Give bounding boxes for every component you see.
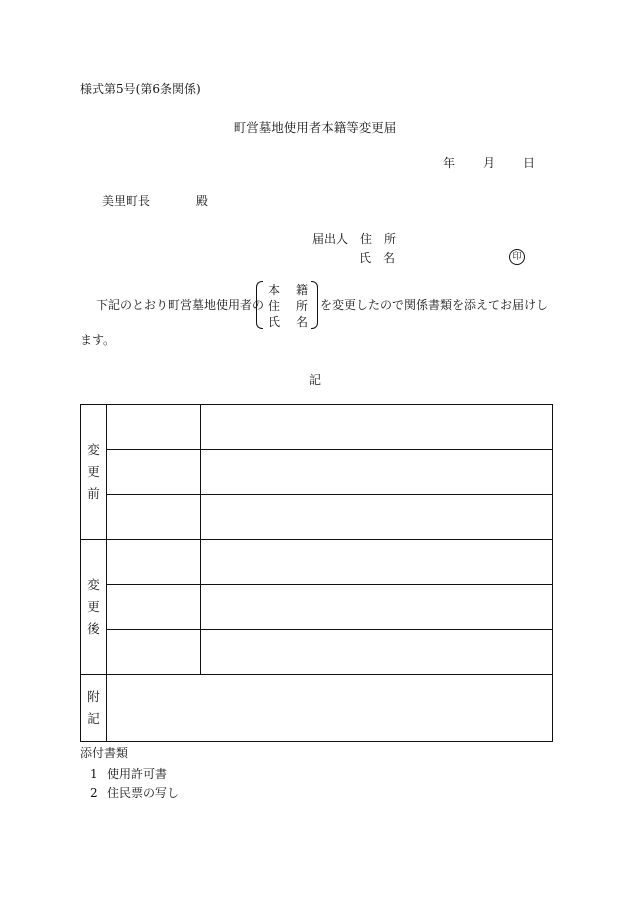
change-items-brace: [256, 281, 318, 329]
before-item-cell[interactable]: [107, 450, 201, 495]
addressee-honorific: 殿: [196, 194, 209, 208]
date-month-label: 月: [483, 156, 496, 170]
form-number: 様式第5号(第6条関係): [80, 82, 201, 96]
applicant-role-label: 届出人: [312, 232, 349, 246]
body-text-start: 下記のとおり町営墓地使用者の: [96, 298, 265, 312]
before-content-cell[interactable]: [201, 450, 553, 495]
applicant-address-label: 住 所: [360, 232, 397, 246]
note-section-label: 附 記: [81, 675, 107, 742]
body-text-end: を変更したので関係書類を添えてお届けし: [320, 298, 549, 312]
attachments-title: 添付書類: [80, 746, 129, 760]
brace-item-name: 氏 名: [268, 315, 308, 329]
left-brace: [256, 281, 263, 329]
before-item-cell[interactable]: [107, 405, 201, 450]
after-content-cell[interactable]: [201, 540, 553, 585]
applicant-name-label: 氏 名: [359, 251, 396, 265]
note-content-cell[interactable]: [107, 675, 553, 742]
date-year-label: 年: [443, 156, 456, 170]
before-item-cell[interactable]: [107, 495, 201, 540]
attachment-item: 2 住民票の写し: [90, 786, 180, 800]
ki-heading: 記: [308, 373, 321, 387]
seal-mark: 印: [509, 249, 525, 265]
addressee: [102, 192, 208, 209]
before-content-cell[interactable]: [201, 495, 553, 540]
after-section-label: 変 更 後: [81, 540, 107, 675]
after-item-cell[interactable]: [107, 585, 201, 630]
record-table: [80, 404, 553, 742]
body-text-line2: ます。: [80, 333, 116, 347]
brace-item-address: 住 所: [268, 299, 308, 313]
after-item-cell[interactable]: [107, 540, 201, 585]
after-content-cell[interactable]: [201, 585, 553, 630]
attachment-item: 1 使用許可書: [90, 767, 168, 781]
right-brace: [311, 281, 318, 329]
after-content-cell[interactable]: [201, 630, 553, 675]
before-content-cell[interactable]: [201, 405, 553, 450]
after-item-cell[interactable]: [107, 630, 201, 675]
applicant-address-row: [312, 230, 396, 247]
brace-item-honseki: 本 籍: [268, 283, 308, 297]
before-section-label: 変 更 前: [81, 405, 107, 540]
date-day-label: 日: [523, 156, 536, 170]
document-title: 町営墓地使用者本籍等変更届: [233, 120, 397, 135]
date-line: [443, 154, 535, 171]
addressee-name: 美里町長: [102, 194, 151, 208]
